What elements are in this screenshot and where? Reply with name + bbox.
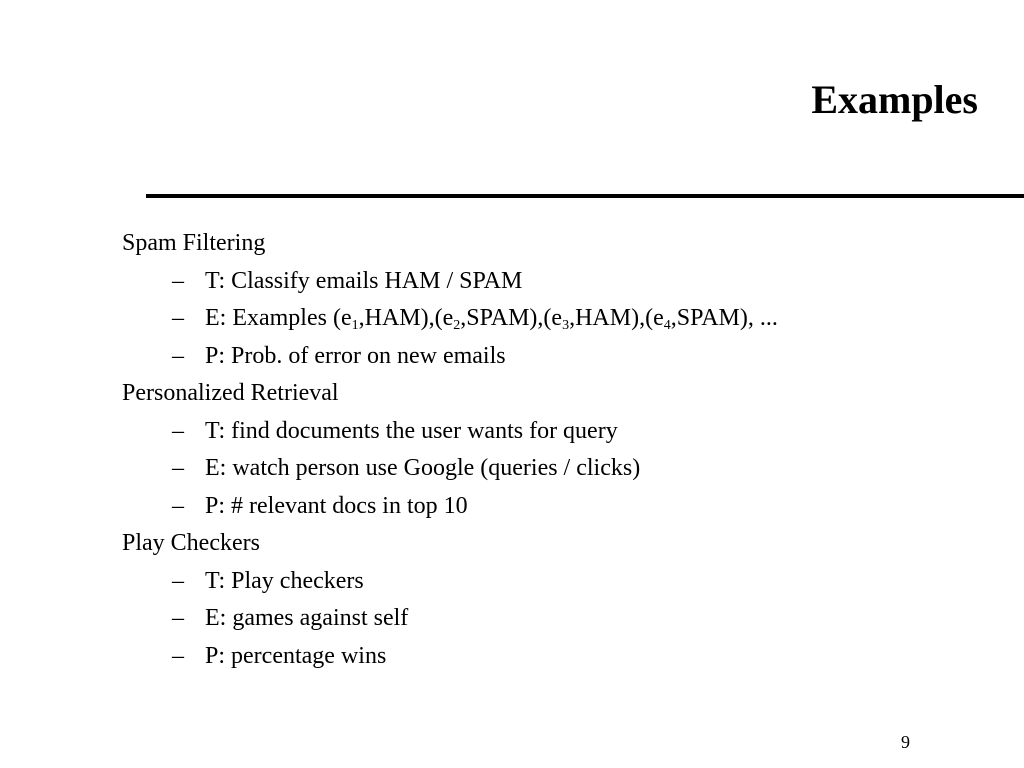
bullet-item xyxy=(122,450,778,488)
topic-spam-filtering: Spam Filtering xyxy=(122,230,266,256)
bullet-dash: – xyxy=(172,605,184,631)
bullet-dash: – xyxy=(172,567,184,594)
bullet-item xyxy=(122,338,778,376)
bullet-item xyxy=(122,638,778,676)
bullet-text: P: # relevant docs in top 10 xyxy=(205,492,468,519)
bullet-text: E: watch person use Google (queries / clicks) xyxy=(205,455,641,481)
bullet-item xyxy=(122,300,778,338)
bullet-text: P: percentage wins xyxy=(205,642,387,669)
bullet-dash: – xyxy=(172,417,184,444)
bullet-dash: – xyxy=(172,492,184,519)
bullet-dash: – xyxy=(172,455,184,481)
bullet-item xyxy=(122,488,778,526)
bullet-text: T: Classify emails HAM / SPAM xyxy=(205,267,523,294)
page-number: 9 xyxy=(901,732,910,752)
bullet-item xyxy=(122,563,778,601)
bullet-text: E: Examples $(e_1,HAM),(e_2,SPAM),(e_3,HAM),(e_4,SPAM)$, ... xyxy=(205,305,778,333)
bullet-dash: – xyxy=(172,305,184,331)
slide-content xyxy=(122,225,778,675)
bullet-item xyxy=(122,413,778,451)
topic-personalized-retrieval: Personalized Retrieval xyxy=(122,380,339,406)
bullet-text: P: Prob. of error on new emails xyxy=(205,342,506,369)
bullet-text: T: find documents the user wants for query xyxy=(205,417,618,444)
bullet-item xyxy=(122,600,778,638)
bullet-dash: – xyxy=(172,342,184,369)
title-underline xyxy=(146,194,1024,198)
topic-play-checkers: Play Checkers xyxy=(122,530,260,556)
bullet-text: T: Play checkers xyxy=(205,567,364,594)
bullet-item xyxy=(122,263,778,301)
bullet-dash: – xyxy=(172,642,184,669)
slide-title: Examples xyxy=(811,77,978,122)
bullet-text: E: games against self xyxy=(205,605,409,631)
bullet-dash: – xyxy=(172,267,184,294)
